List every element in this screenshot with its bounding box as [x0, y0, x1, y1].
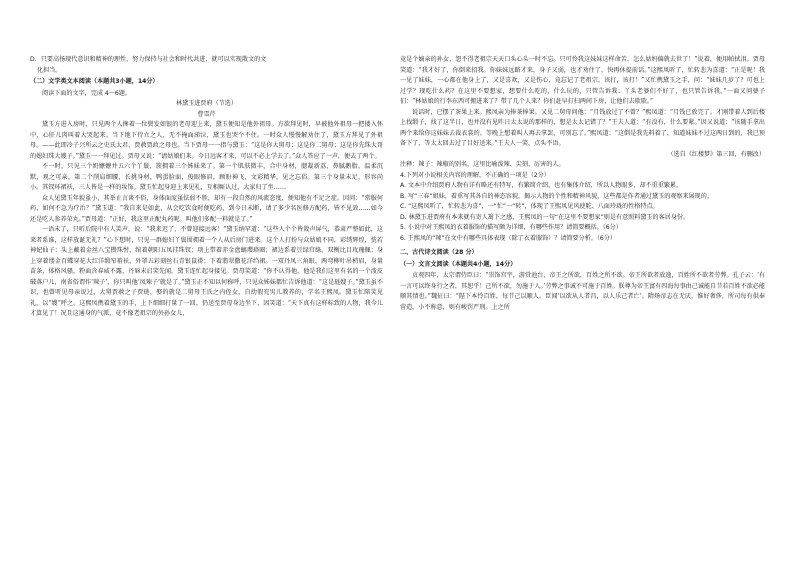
left-column — [30, 55, 383, 320]
question-4-option-d: D. 林黛玉进贾府有本来就有寄人篱下之感，王熙凤的一句“在这里不要想家”则是有意照料黛玉的客居身份。 — [400, 213, 690, 221]
question-4-option-a: A. 文本中介绍贾府人物有详有略还有特写，有繁简介绍，也有集体介绍，所以人物眼多，却不重重繁累。 — [400, 182, 683, 189]
question-4: 4.下列对小说相关内容的理解，不正确的一项是（2分） — [400, 171, 550, 179]
passage-paragraph: 黛玉方进入房时，只见两个人搀着一位鬓发如银的老母迎上来，黛玉便知是他外祖母。方欲拜见时，早被他外祖母一把搂入怀中，心肝儿肉叫着大哭起来。当下地下侍立之人，无不掩面涕泣，黛玉也哭个不住。一时众人慢慢解劝住了，黛玉方拜见了外祖母。——此即冷子兴所云之史氏太君，贾赦贾政之母也。当下贾母一一指与黛玉：“这是你大舅母；这是你二舅母；这是你先珠大哥的媳妇珠大嫂子。”黛玉一一拜见过。贾母又说：“请姑娘们来。今日远客才来，可以不必上学去了。”众人答应了一声，便去了两个。 — [30, 121, 383, 160]
option-d: D．只要高扬现代意识和精神的理性，努力保持与社会和时代共进，就可以实现散文的文 — [30, 56, 267, 63]
section-heading-literary: （二）文学类文本阅读（本题共3小题，14分） — [30, 78, 159, 85]
passage-title: 林黛玉进贾府（节选） — [176, 100, 237, 107]
question-4-option-b: B. 写“三春”姐妹，着重写其各自的神态容貌，揭示人物的个性和精神风貌，这些都是作者通过黛玉的观察来展现的。 — [400, 192, 713, 200]
section-heading-classical: 二、古代诗文阅读（28 分） — [400, 249, 478, 256]
passage-paragraph: 竟是个嫡亲的孙女，怨不得老祖宗天天口头心头一时不忘。只可怜我这妹妹这样命苦，怎么姑妈偏就去世了！”说着，便用帕拭泪。贾母笑道：“我才好了，你倒来招我。你妹妹远路才来，身子又弱，也才劝住了，快再休提前话。”这熙凤听了，忙转悲为喜道：“正是呢！我一见了妹妹，一心都在他身上了，又是喜欢，又是伤心，竟忘记了老祖宗。该打，该打！”又忙携黛玉之手，问：“妹妹几岁了？可也上过学？现吃什么药？在这里不要想家，想要什么吃的、什么玩的，只管告诉我；丫头老婆们不好了，也只管告诉我。”一面又问婆子们：“林姑娘的行李东西可搬进来了？带了几个人来？你们赶早打扫两间下房，让他们去歇歇。” — [400, 56, 765, 105]
reading-instruction: 阅读下面的文字，完成 4～6题。 — [42, 89, 131, 97]
question-5: 5. 小说中对王熙凤的衣着服饰的描写颇为详细，有哪些作用？请简要概括。（6分） — [400, 224, 622, 231]
option-d-continued: 化担当。 — [37, 66, 62, 74]
passage-paragraph: 众人见黛玉年貌虽小，其举止言谈不俗，身体面庞虽怯弱不胜，却有一段自然的风流态度，便知他有不足之症。因问：“常服何药，如何不急为疗治？”黛玉道：“我自来是如此，从会吃饮食时便吃药，到今日未断，请了多少名医修方配药，皆不见效……如今还是吃人参养荣丸。”贾母道：“正好，我这里正配丸药呢。叫他们多配一料就是了。” — [30, 194, 383, 223]
passage-source: （选自《红楼梦》第三回，有删改） — [667, 150, 765, 158]
right-column — [400, 55, 765, 313]
passage-paragraph: 一语未了，只听后院中有人笑声，说：“我来迟了，不曾迎接远客！”黛玉纳罕道：“这些人个个皆敛声屏气，恭肃严整如此，这来者系谁，这样放诞无礼？”心下想时，只见一群媳妇丫鬟围拥着一个人从后房门进来。这个人打扮与众姑娘不同，彩绣辉煌，恍若神妃仙子：头上戴着金丝八宝攒珠髻，绾着朝阳五凤挂珠钗；项上带着赤金盘螭璎珞圈；裙边系着豆绿宫绦，双衡比目玫瑰佩；身上穿着缕金百蝶穿花大红洋缎窄褃袄，外罩五彩刻丝石青银鼠褂；下着翡翠撒花洋绉裙。一双丹凤三角眼，两弯柳叶吊梢眉，身量苗条，体格风骚，粉面含春威不露，丹唇未启笑先闻。黛玉连忙起身接见。贾母笑道：“你不认得他，他是我们这里有名的一个泼皮破落户儿，南省俗谓作‘辣子’，你只叫他‘凤辣子’就是了。”黛玉正不知以何称呼，只见众姊妹都忙告诉他道：“这是琏嫂子。”黛玉虽不识，也曾听见母亲说过，大舅贾赦之子贾琏，娶的就是二舅母王氏之内侄女，自幼假充男儿教养的，学名王熙凤。黛玉忙陪笑见礼，以“嫂”呼之。这熙凤携着黛玉的手，上下细细打量了一回，仍送至贾母身边坐下，因笑道：“天下真有这样标致的人物，我今儿才算见了！况且这通身的气派，竟不像老祖宗的外孙女儿， — [30, 226, 383, 317]
passage-author: 曹雪芹 — [197, 110, 216, 118]
question-6: 6. 王熙凤的“辣”在文中有哪些具体表现（除了衣着服饰）？请简要分析。（6分） — [400, 234, 616, 242]
passage-paragraph: 不一时，只见三个奶嬷嬷并五六个丫鬟，簇拥着三个姊妹来了。第一个肌肤微丰，合中身材，腮凝新荔，鼻腻鹅脂，温柔沉默，观之可亲。第二个削肩细腰，长挑身材，鸭蛋脸面，俊眼修眉，顾盼神飞，文彩精华，见之忘俗。第三个身量未足，形容尚小。其钗环裙袄，三人皆是一样的妆饰。黛玉忙起身迎上来见礼，互相厮认过，大家归了坐…… — [30, 163, 383, 191]
passage-paragraph: 说话时，已摆了茶果上来。熙凤亲为捧茶捧果。又见二舅母问他：“月钱放过了不曾？”熙凤道：“月钱已放完了。才刚带着人到后楼上找缎子，找了这半日，也并没有见昨日太太说的那样的，想是太太记错了？”王夫人道：“有没有，什么要紧。”因又说道：“该随手拿出两个来给你这妹妹去裁衣裳的。等晚上想着叫人再去拿罢，可别忘了。”熙凤道：“这倒是我先料着了，知道妹妹不过这两日到的，我已预备下了，等太太回去过了目好送来。”王夫人一笑，点头不语。 — [400, 108, 765, 147]
question-4-option-c: C. “这熙凤听了，忙转悲为喜”，一“忙”一“转”，体现了王熙凤见风使舵、八面玲珑的性格特点。 — [400, 203, 659, 210]
passage-note: 注释：辣子：辣椒的别名，这里比喻泼辣、尖刻、厉害的人。 — [400, 161, 565, 168]
classical-paragraph: 贞观四年，太宗谓侍臣曰：“崇饰宫宇，游赏池台，帝王之所欲，百姓之所不欲。帝王所欲者放逸，百姓所不欲者劳弊。孔子云：‘有一言可以终身行之者，其恕乎！己所不欲，勿施于人。’劳弊之事诚不可施于百姓。朕尊为帝王富有四海每事由己诚能自节若百姓不欲必能顺其情也。”魏征曰：“陛下本怜百姓，每节己以顺人。臣闻‘以欲从人者昌，以人乐己者亡’。隋炀帝志在无厌，惟好奢侈，所司每有供奉营造，小不称意，则有峻罚严刑。上之所 — [400, 272, 765, 311]
subsection-heading-classical: （一）文言文阅读（本题共4小题，14分） — [400, 260, 517, 268]
